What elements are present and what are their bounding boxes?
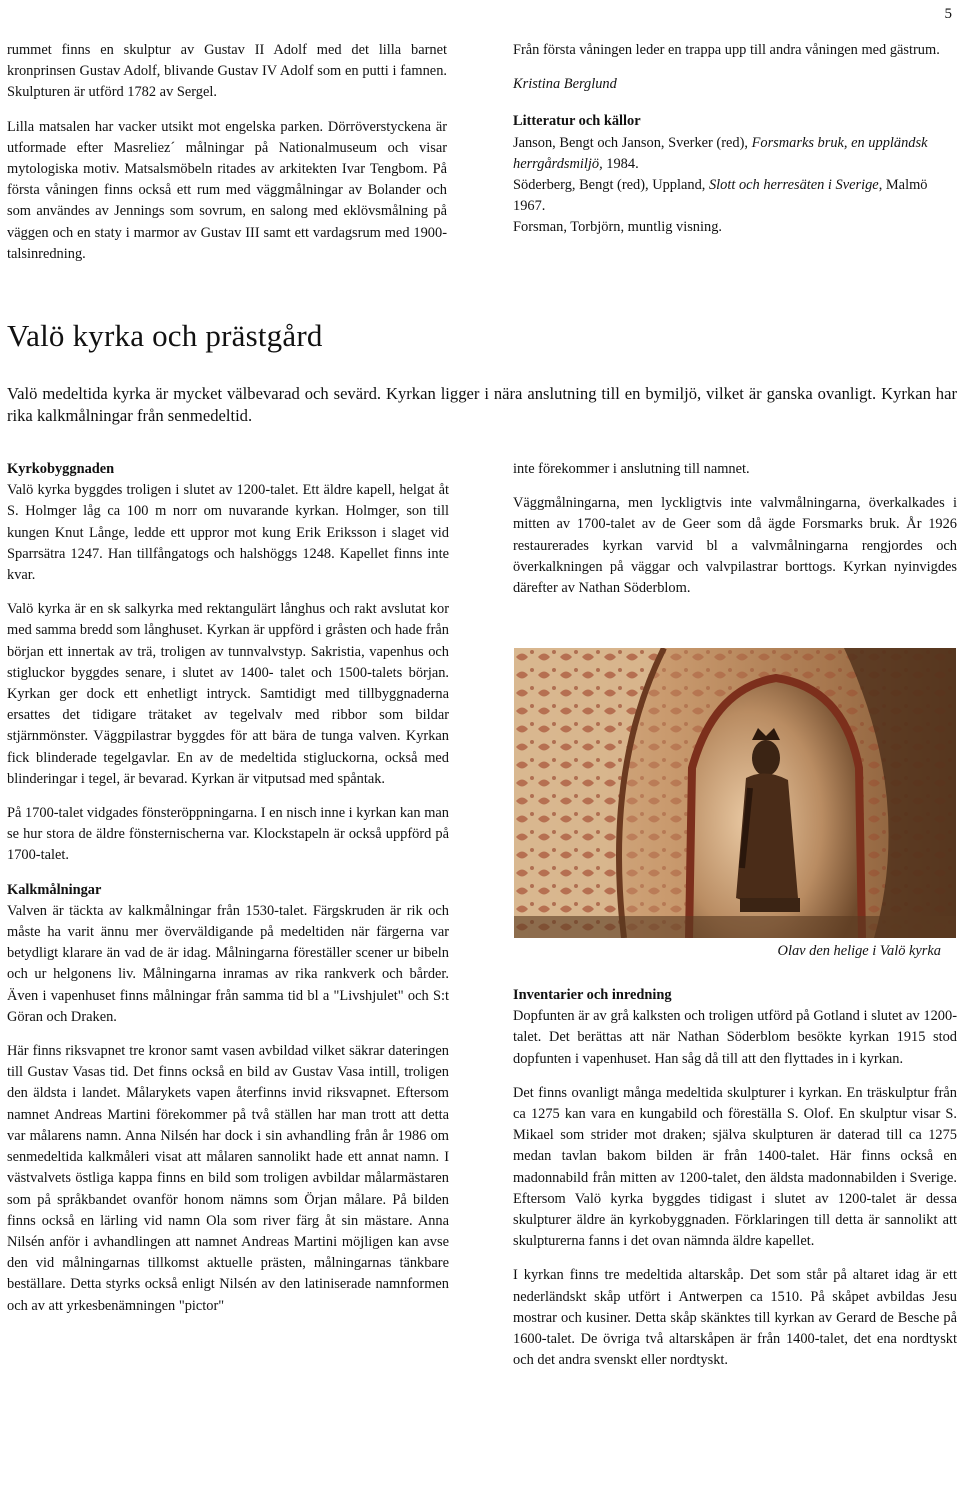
subheading-kyrkobyggnaden: Kyrkobyggnaden xyxy=(7,461,115,477)
paragraph-sculpture: rummet finns en skulptur av Gustav II Adolf med det lilla barnet kronprinsen Gustav Adolf, blivande Gustav IV Adolf som en putti i famnen. Skulpturen är utförd 1782 av Sergel. xyxy=(7,42,447,101)
paragraph-salkyrka: Valö kyrka är en sk salkyrka med rektangulärt långhus och rakt avslutat kor med samma bredd som långhuset. Kyrkan är uppförd i gråsten och hade från början ett innertak av trä, troligen av tunnvalvstyp. Sakristia, vapenhus och stigluckor byggdes senare, i slutet av 1400- talet och 1500-talets början. Kyrkan ger dock ett enhetligt intryck. Samtidigt med tillbyggnaderna ersattes det tidigare trätaket av tegelvalv med ribbor som bildar stjärnmönster. Väggpilastrar byggdes för att bära de tunga valven. Kyrkan fick blinderade tegelgavlar. En av de medeltida stigluckorna, också med blinderingar i tegel, är bevarad. Kyrkan är vitputsad med spåntak. xyxy=(7,601,449,787)
paragraph-riksvapnet: Här finns riksvapnet tre kronor samt vasen avbildad vilket säkrar dateringen till Gustav Vasas tid. Det finns också en bild av Gustav Vasa intill, troligen den äldsta i landet. Målarykets vapen återfinns invid riksvapnet. Eftersom namnet Andreas Martini förekommer på två ställen har man trott att detta var målarens namn. Anna Nilsén har dock i sin avhandling från år 1986 om senmedeltida kalkmåleri visat att målaren sannolikt hade ett annat namn. I västvalvets östliga kappa finns en bild som troligen avbildar målarmästaren som på språkbandet ovanför honom nämns som Örjan målare. På bilden finns också en lärling vid namn Ola som river färg åt sin mästare. Anna Nilsén anför i avhandlingen att namnet Andreas Martini möjligen kan avse den vid målningarnas tillkomst aktuelle prästen, målningarnas tänkbare beställare. Detta styrks också enligt Nilsén av den latiniserade namnformen och av att yrkesbenämningen "pictor" xyxy=(7,1043,449,1314)
paragraph-kyrkobyggnaden: Valö kyrka byggdes troligen i slutet av 1200-talet. Ett äldre kapell, helgat åt S. Holmger låg ca 100 m norr om nuvarande kyrkan. Holmger, son till kungen Knut Långe, ledde ett uppror mot kung Erik Eriksson i slaget vid Sparrsätra 1247. Han tillfångatogs och halshöggs 1248. Kapellet finns inte kvar. xyxy=(7,482,449,584)
intro-paragraph: Valö medeltida kyrka är mycket välbevarad och sevärd. Kyrkan ligger i nära anslutning till en bymiljö, vilket är ganska ovanligt. Kyrkan har rika kalkmålningar från senmedeltid. xyxy=(7,384,957,425)
paragraph-altarpieces: I kyrkan finns tre medeltida altarskåp. Det som står på altaret idag är ett nederländskt skåp utfört i Antwerpen ca 1510. På skåpet avbildas Jesu mostrar och kusiner. Detta skåp skänktes till kyrkan av Gerard de Besche på 1600-talet. De övriga två altarskåpen är från 1400-talet, det ena nordtyskt och det andra svenskt eller nordtyskt. xyxy=(513,1267,957,1369)
right-main-column xyxy=(513,459,957,612)
section-kalkmalningar xyxy=(7,880,449,1028)
references-heading: Litteratur och källor xyxy=(513,113,641,130)
paragraph-continuation: inte förekommer i anslutning till namnet. xyxy=(513,461,750,477)
reference-item: Janson, Bengt och Janson, Sverker (red), Forsmarks bruk, en uppländsk herrgårdsmiljö, 1984. xyxy=(513,134,928,172)
right-top-column xyxy=(513,40,957,239)
paragraph-inventarier: Dopfunten är av grå kalksten och troligen utförd på Gotland i slutet av 1200-talet. Det berättas att när Nathan Söderblom besökte kyrkan 1915 stod dopfunten i vapenhuset. Han såg då till att den flyttades in i kyrkan. xyxy=(513,1008,957,1067)
photo-caption: Olav den helige i Valö kyrka xyxy=(777,943,941,959)
left-top-column xyxy=(7,40,447,265)
left-main-column xyxy=(7,459,449,1317)
section-title: Valö kyrka och prästgård xyxy=(7,318,323,353)
paragraph-second-floor: Från första våningen leder en trappa upp till andra våningen med gästrum. xyxy=(513,42,940,58)
page-number: 5 xyxy=(944,6,952,22)
subheading-inventarier: Inventarier och inredning xyxy=(513,987,672,1003)
section-kyrkobyggnaden xyxy=(7,459,449,586)
section-inventarier xyxy=(513,985,957,1070)
paragraph-sculptures: Det finns ovanligt många medeltida skulpturer i kyrkan. En träskulptur från ca 1275 kan vara en kungabild och föreställa S. Olof. En skulptur visar S. Mikael som strider mot draken; själva skulpturen är daterad till ca 1275 medan tavlan bakom bilden är från 1400-talet. Här finns också en madonnabild från mitten av 1200-talet, den äldsta madonnabilden i Sverige. Eftersom Valö kyrka byggdes tidigast i slutet av 1200-talet är dessa skulpturer äldre än kyrkobyggnaden. Förklaringen till detta är sannolikt att skulpturerna fanns i det ovan nämnda äldre kapellet. xyxy=(513,1084,957,1250)
reference-item: Söderberg, Bengt (red), Uppland, Slott och herresäten i Sverige, Malmö 1967. xyxy=(513,177,928,215)
paragraph-windows: På 1700-talet vidgades fönsteröppningarna. I en nisch inne i kyrkan kan man se hur stora de äldre fönsternischerna var. Klockstapeln är också uppförd på 1700-talet. xyxy=(7,805,449,864)
church-photo xyxy=(514,648,956,938)
author-name: Kristina Berglund xyxy=(513,76,617,93)
paragraph-dining-room: Lilla matsalen har vacker utsikt mot engelska parken. Dörröverstyckena är utformade efter Masreliez´ målningar på Nationalmuseum och visar mytologiska motiv. Matsalsmöbeln ritades av arkitekten Ivar Tengbom. På första våningen finns också ett rum med väggmålningar av Bolander och som användes av Jennings som sovrum, en salong med eklövsmålning på väggen och en staty i marmor av Gustav III samt ett vardagsrum med 1900-talsinredning. xyxy=(7,118,447,262)
paragraph-restoration: Väggmålningarna, men lyckligtvis inte valvmålningarna, överkalkades i mitten av 1700-talet av de Geer som då ägde Forsmarks bruk. År 1926 restaurerades kyrkan varvid bl a valvmålningarna rengjordes och överkalkningen på väggar och valvpilastrar borttogs. Kyrkan nyinvigdes därefter av Nathan Söderblom. xyxy=(513,495,957,597)
right-lower-column xyxy=(513,985,957,1371)
photo-olav-statue xyxy=(514,648,956,938)
subheading-kalkmalningar: Kalkmålningar xyxy=(7,881,102,898)
reference-item: Forsman, Torbjörn, muntlig visning. xyxy=(513,219,722,236)
paragraph-kalkmalningar: Valven är täckta av kalkmålningar från 1530-talet. Färgskruden är rik och måste ha varit ännu mer överväldigande på medeltiden när färgerna var betydligt klarare än vad de är idag. Målningarna föreställer scener ur bibeln och ur helgonens liv. Målningarna inramas av rika rankverk och bårder. Även i vapenhuset finns målningar från samma tid bl a "Livshjulet" och S:t Göran och Draken. xyxy=(7,902,449,1025)
